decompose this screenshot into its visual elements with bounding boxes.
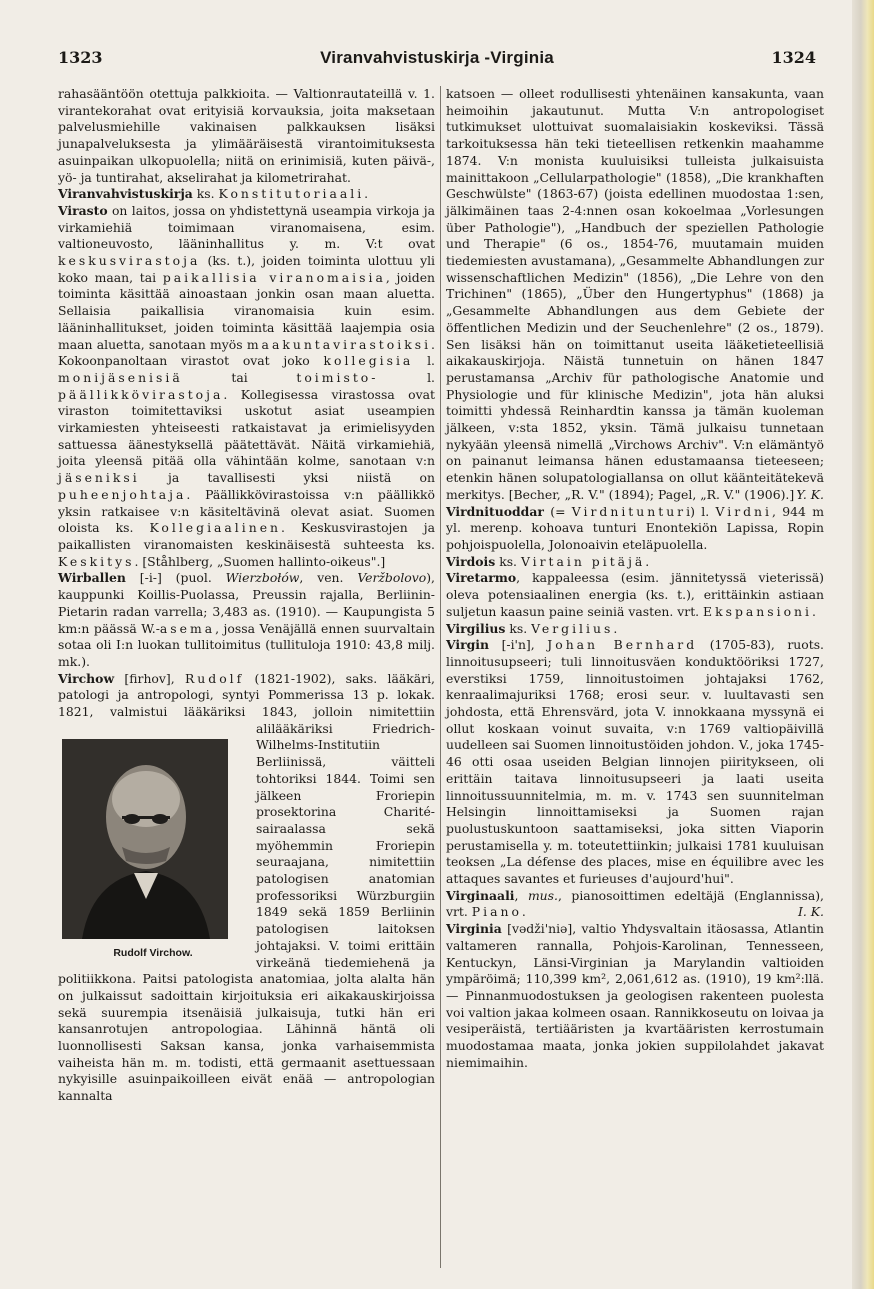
entry-text: . [811,603,816,619]
portrait-figure [58,721,248,962]
portrait-image [62,739,228,939]
entry-text: ks. [192,186,219,202]
entry-viretarmo [446,570,824,620]
entry-text: , joiden toiminta käsittää ainoastaan jonkin osan maan aluetta. Sellaisia paikallisia viranomaisia kuin esim. lääninhallitukset, joiden toiminta käsittää laajempia osia maan aluetta, sanotaan myös [58,269,436,352]
entry-text: [-i'n], [489,637,548,653]
right-column [446,86,824,1071]
headword: Viranvahvistuskirja [58,186,193,202]
spaced-term: toimisto- [296,369,379,385]
entry-text: ) l. [690,503,716,519]
headword: Virchow [58,670,115,686]
entry-text: [-i-] (puol. [125,570,226,586]
spaced-term: puheenjohtaja [58,486,187,502]
entry-text: ks. [495,553,521,569]
entry-virchow [58,671,435,1105]
headword: Wirballen [58,570,126,586]
entry-virginia [446,921,824,1071]
entry-text: , jossa Venäjällä ennen suurvaltain sotaa oli I:n luokan tullitoimitus (tullituloja 1910: 43,8 milj. mk.). [58,620,435,669]
spaced-term: maakuntavirastoiksi [246,336,432,352]
spaced-term: päällikkövirastoja [58,386,224,402]
spaced-term: Rudolf [184,670,245,686]
spaced-term: Kollegiaalinen [149,520,282,536]
entry-text: , ven. [299,570,358,586]
entry-text: (1705-83), ruots. linnoitusupseeri; tuli linnoitusväen konduktööriksi 1727, everstiksi 1759, linnoitustoimen johtajaksi 1762, kenraalimajuriksi 1768; erosi seur. v. luultavasti sen johdosta, että Ehrensvärd, jota V. innokkaana myssynä ei ollut koskaan voinut suvaita, v:n 1769 valtiopäivillä uudelleen sai Suomen linnoitustöiden johdon. V., joka 1745-46 otti osaa useiden Belgian linnojen piiritykseen, oli erittäin taitava linnoitusupseeri ja laati useita linnoitussuunnitelmia, m. m. v. 1743 sen suunnitelman Helsingin linnoittamiseksi ja Suomen rajan puolustuskuntoon saattamiseksi, joka sitten Viaporin perustamisella y. m. toteutettiinkin; julkaisi 1781 kuuluisan teoksen „La défense des places, mise en équilibre avec les attaques savantes et furieuses d'aujourd'hui". [446,637,824,887]
author-signature: I. K. [798,904,824,920]
entry-text: on laitos, jossa on yhdistettynä useampia virkoja ja virkamiehiä toimimaan viranomaisena, esim. valtioneuvosto, lääninhallitus y. m. V:t ovat [58,202,435,252]
entry-text: , kappaleessa (esim. jännitetyssä vieterissä) oleva potensiaalinen energia (ks. t.), erittäinkin astiaan suljetun kaasun paine seiniä vasten. vrt. [446,570,824,619]
portrait-caption: Rudolf Virchow. [113,946,193,959]
entry-virgin [446,637,824,888]
headword: Virasto [58,202,108,218]
headword: Virgin [446,637,490,653]
headword: Virgilius [446,620,506,636]
entry-wirballen [58,570,435,670]
entry-text: ks. [505,620,532,636]
column-divider [440,86,441,1268]
cross-reference: Konstitutoriaali. [218,186,372,202]
spaced-term: kollegisia [323,353,414,369]
spaced-term: Virtain pitäjä [520,553,646,569]
headword: Viretarmo [446,570,517,586]
entry-text: , 944 m yl. merenp. kohoava tunturi Enontekiön Lapissa, Ropin pohjoispuolella, Jolonoaivin eteläpuolella. [446,503,825,552]
entry-text: i [686,503,691,519]
entry-text: . [521,904,526,920]
entry-text: [firhov], [114,670,185,686]
spaced-term: monijäsenisiä [58,369,183,385]
left-column [58,86,435,1105]
headword: Virdnituoddar [446,503,544,519]
spaced-term: asema [159,620,216,636]
entry-text: l. [413,353,435,369]
entry-virasto [58,203,435,570]
spaced-term: Piano [471,904,522,920]
entry-text: . [613,620,618,636]
entry-text: . [Ståhlberg, „Suomen hallinto-oikeus".] [134,553,386,569]
headword: Virdois [446,553,496,569]
running-title: Viranvahvistuskirja -Virginia [320,48,554,67]
entry-text: . Kokoonpanoltaan virastot ovat joko [58,336,435,369]
page-edge [852,0,874,1289]
page-number-left: 1323 [58,48,103,67]
entry-text: . Kollegisessa virastossa ovat viraston toimitettaviksi uskotut asiat useampien virkamiesten yhteiseesti ratkaistavat ja erimielisyyden sattuessa äänestyksellä päätettävät. Näitä virkamiehiä, joita yleensä pitää olla vähintään kolme, sanotaan v:n [58,386,435,469]
entry-virdois [446,554,824,571]
entry-text: , pianosoittimen edeltäjä (Englannissa), vrt. [446,887,824,920]
entry-text: [vədži'niə], valtio Yhdysvaltain itäosassa, Atlantin valtameren rannalla, Pohjois-Karolinan, Tennesseen, Kentuckyn, Länsi-Virginian ja Marylandin valtioiden ympäröimä; 110,399 km², 2,061,612 as. (1910), 19 km²:llä. — Pinnanmuodostuksen ja geologisen rakenteen puolesta voi valtion jakaa kolmeen osaan. Rannikkoseutu on loivaa ja vesiperäistä, tertiääristen ja kvartääristen kerrostumain muodostamaa maata, jonka jokien suppilolahdet jakavat niemimaihin. [446,921,824,1070]
entry-text: . Keskusvirastojen ja paikallisten viranomaisten keskinäisestä suhteesta ks. [58,520,435,552]
page-number-right: 1324 [771,48,816,67]
headword: Virginia [446,921,502,937]
author-signature: Y. K. [796,486,824,502]
page-header [58,48,816,72]
entry-text: katsoen — olleet rodullisesti yhtenäinen kansakunta, vaan heimoihin jakautunut. Mutta V:n antropologiset tutkimukset ulottuivat suomalaisiakin koskeviksi. Tässä tarkoituksessa hän teki tieteellisen retkenkin maahamme 1874. V:n monista kuuluisiksi tulleista julkaisuista mainittakoon „Cellularpathologie" (1858), „Die krankhaften Geschwülste" (1863-67) (joista edellinen muodostaa 1:sen, jälkimäinen taas 2-4:nnen osan kokoelmaa „Vorlesungen über Pathologie"), „Handbuch der speziellen Pathologie und Therapie" (6 os., 1854-76, muutamain muiden tiedemiesten avustamana), „Gesammelte Abhandlungen zur wissenschaftlichen Medizin" (1856), „Die Lehre von den Trichinen" (1865), „Über den Hungertyphus" (1868) ja „Gesammelte Abhandlungen aus dem Gebiete der öffentlichen Medizin und der Seuchenlehre" (2 os., 1879). Sen lisäksi hän on toimittanut useita lääketieteellisiä aikakauskirjoja. Näistä tunnetuin on hänen 1847 perustamansa „Archiv für pathologische Anatomie und Physiologie und für klinische Medizin", jota hän aluksi toimitti yhdessä Reinhardtin kanssa ja tämän kuoleman jälkeen, v:sta 1852, yksin. Tämä julkaisu tunnetaan nykyään yleensä nimellä „Virchows Archiv". V:n elämäntyö on painanut leimansa hänen edustamaansa tieteeseen; etenkin hänen solupatologiallansa on ollut käänteitätekevä merkitys. [Becher, „R. V." (1894); Pagel, „R. V." (1906).] [446,86,824,502]
entry-text: ja tavallisesti yksi niistä on [139,470,435,486]
entry-text: l. [378,369,435,385]
spaced-term: Virdni [715,503,772,519]
entry-text: . Päällikkövirastoissa v:n päällikkö yksin ratkaisee v:n käsiteltävinä olevat asiat. Suomen oloista ks. [58,486,435,536]
headword: Virginaali [446,887,515,903]
spaced-term: paikallisia viranomaisia [162,269,386,285]
spaced-term: Ekspansioni [703,603,812,619]
italic-term: mus. [527,887,558,903]
entry-virginaali [446,888,824,921]
entry-virchow-continued [446,86,824,504]
entry-text: ), kauppunki Koillis-Puolassa, Preussin rajalla, Berliinin-Pietarin radan varrella; 3,483 as. (1910). — Kaupungista 5 km:n päässä W.- [58,570,435,636]
entry-text: , [514,887,528,903]
entry-text: (= [543,503,572,519]
italic-term: Wierzbołów [225,570,300,586]
entry-text: tai [182,369,297,385]
entry-text: (ks. t.), joiden toiminta ulottuu yli koko maan, tai [58,253,435,285]
italic-term: Veržbolovo [357,570,427,586]
spaced-term: jäseniksi [58,470,140,486]
entry-text: (1821-1902), saks. lääkäri, patologi ja antropologi, syntyi Pommerissa 13 p. lokak. 1821, valmistui lääkäriksi 1843, [58,670,435,720]
entry-text: jolloin nimitettiin alilääkäriksi Friedrich-Wilhelms-Institutiin Berliinissä, väitteli tohtoriksi 1844. Toimi sen jälkeen Froriepin prosektorina Charité-sairaalassa sekä myöhemmin Froriepin seuraajana, nimitettiin patologisen anatomian professoriksi Würzburgiin 1849 sekä 1859 Berliinin patologisen laitoksen johtajaksi. V. toimi erittäin virkeänä tiedemiehenä ja politiikkona. Paitsi patologista anatomiaa, jolta alalta hän on julkaissut sadoittain kirjoituksia eri aikakauskirjoissa sekä suurempia itsenäisiä julkaisuja, tutki hän eri kansanrotujen antropologiaa. Lähinnä häntä oli luonnollisesti Saksan kansa, jonka varhaisemmista vaiheista hän m. m. todisti, että germaanit asettuessaan nykyisille asuinpaikoilleen eivät enää — antropologian kannalta [58,704,435,1104]
entry-text: . [645,553,650,569]
spaced-term: Johan Bernhard [547,637,698,653]
entry-virdnituoddar [446,504,824,554]
spaced-term: Vergilius [531,620,614,636]
spaced-term: Keskitys [58,553,135,569]
entry-viranvahvistuskirja [58,186,435,203]
spaced-term: Virdnituntur [571,503,687,519]
entry-virgilius [446,621,824,638]
spaced-term: keskusvirastoja [58,253,201,269]
entry-continuation: rahasääntöön otettuja palkkioita. — Valtionrautateillä v. 1. virantekorahat ovat erityisiä korvauksia, joita maksetaan palvelusmiehille vakinaisen palkkauksen lisäksi junapalveluksesta ja ylimääräisestä virantoimituksesta asuinpaikan ulkopuolella; niitä on erinimisiä, kuten päivä-, yö- ja tuntirahat, akselirahat ja kilometrirahat. [58,86,435,185]
